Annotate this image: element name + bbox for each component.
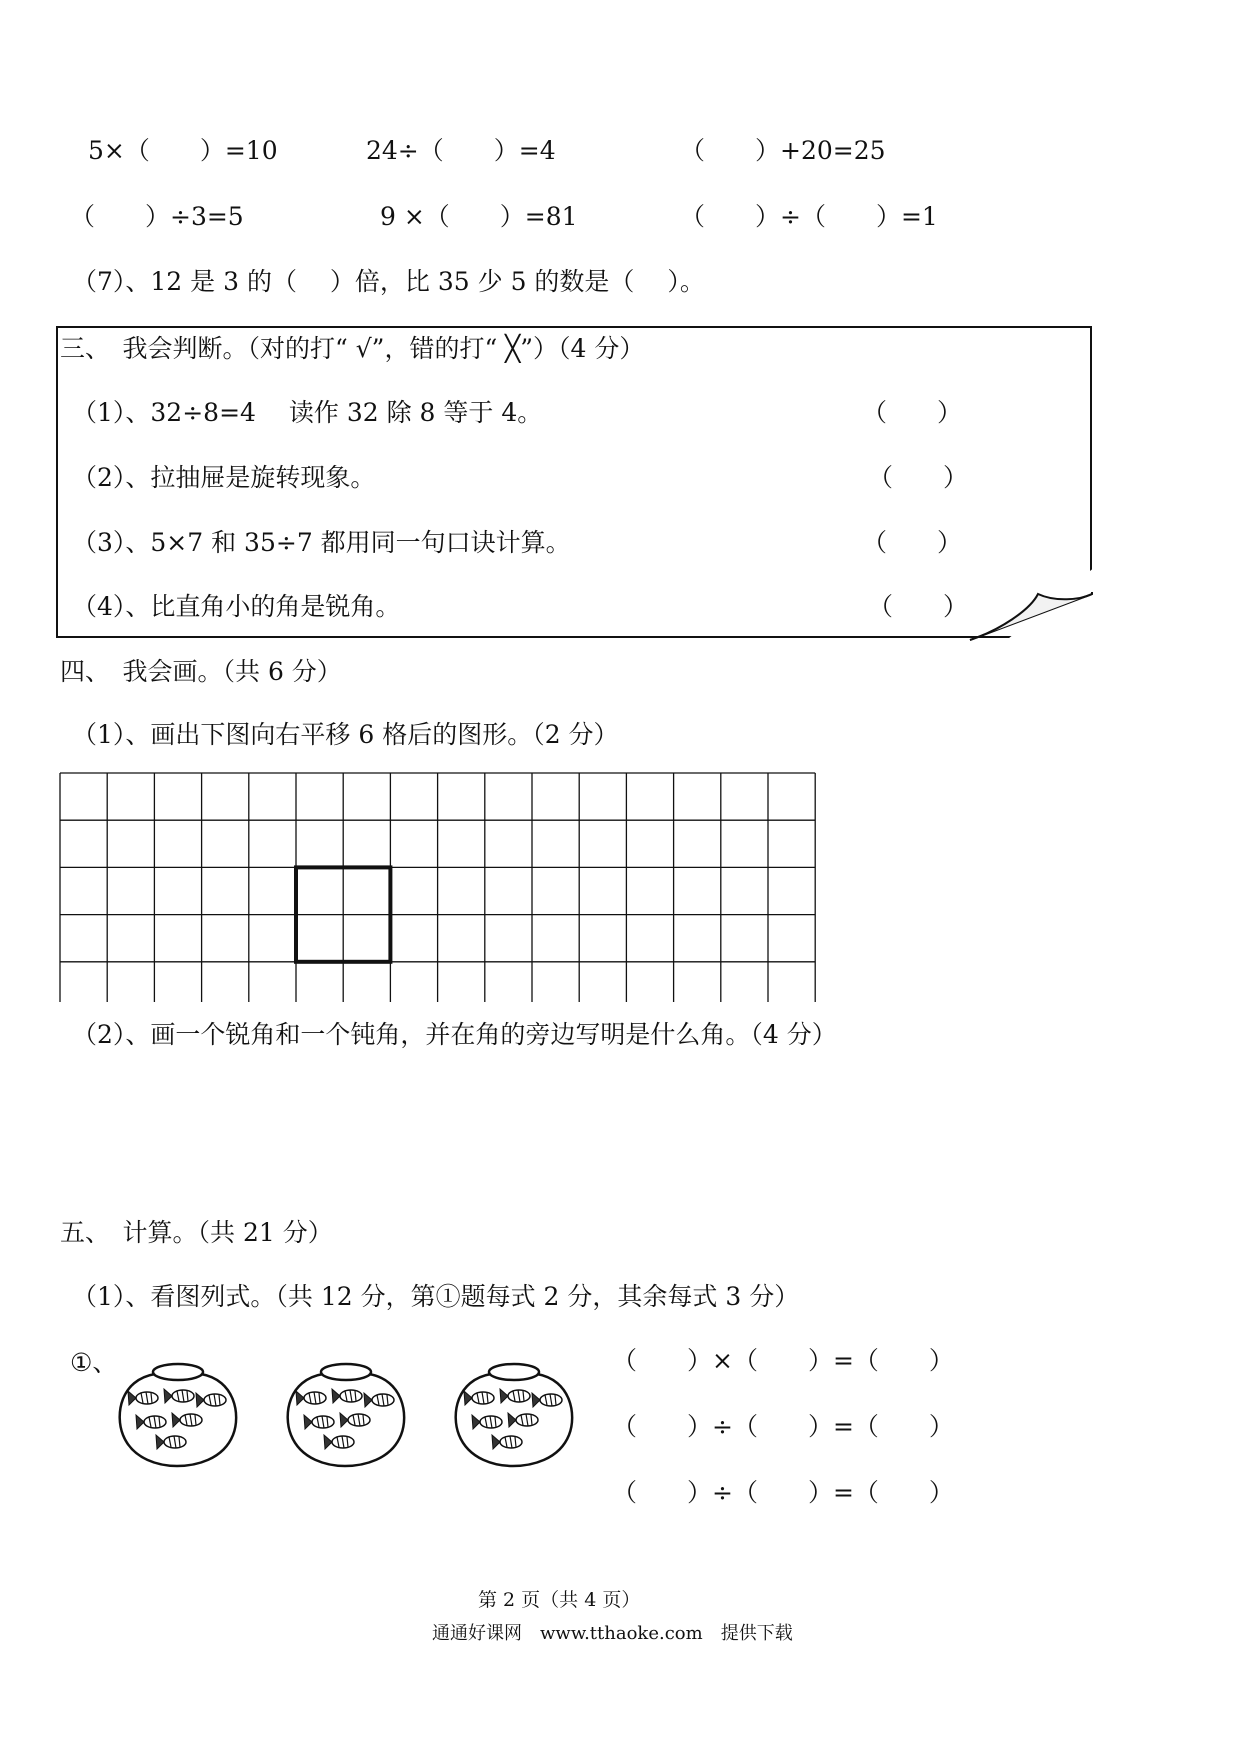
site-credit: 通通好课网 www.tthaoke.com 提供下载 xyxy=(432,1623,793,1644)
judge-blank-1: （ ） xyxy=(862,398,963,427)
section4-question-2: （2）、画一个锐角和一个钝角，并在角的旁边写明是什么角。（4 分） xyxy=(72,1020,837,1049)
judge-item-3: （3）、5×7 和 35÷7 都用同一句口诀计算。 xyxy=(72,528,571,557)
judge-item-2: （2）、拉抽屉是旋转现象。 xyxy=(72,463,376,492)
page-curl-icon xyxy=(960,590,1100,642)
equation-24div: 24÷（ ）=4 xyxy=(366,136,556,165)
equation-blank-divide-1: （ ）÷（ ）=（ ） xyxy=(612,1412,954,1441)
section3-heading: 三、 我会判断。（对的打“ √”，错的打“ ╳”）（4 分） xyxy=(60,334,645,363)
fish-bowl xyxy=(120,1364,236,1466)
equation-blank-divide-2: （ ）÷（ ）=（ ） xyxy=(612,1478,954,1507)
equation-5x: 5×（ ）=10 xyxy=(88,136,278,165)
equation-plus20: （ ）+20=25 xyxy=(680,136,886,165)
equation-div-eq1: （ ）÷（ ）=1 xyxy=(680,202,938,231)
equation-9x: 9 ×（ ）=81 xyxy=(380,202,578,231)
judge-blank-4: （ ） xyxy=(868,592,969,621)
judge-blank-2: （ ） xyxy=(868,463,969,492)
item-1-label: ①、 xyxy=(70,1348,118,1377)
equation-div3: （ ）÷3=5 xyxy=(70,202,244,231)
section5-heading: 五、 计算。（共 21 分） xyxy=(60,1218,333,1247)
fish-bowl xyxy=(288,1364,404,1466)
fish-bowls xyxy=(115,1360,575,1470)
fish-bowl xyxy=(456,1364,572,1466)
section4-heading: 四、 我会画。（共 6 分） xyxy=(60,657,342,686)
section5-question-1: （1）、看图列式。（共 12 分，第①题每式 2 分，其余每式 3 分） xyxy=(72,1282,800,1311)
judge-item-4: （4）、比直角小的角是锐角。 xyxy=(72,592,401,621)
question-7: （7）、12 是 3 的（ ）倍，比 35 少 5 的数是（ ）。 xyxy=(72,267,705,296)
translation-grid[interactable] xyxy=(59,772,817,1002)
page-number: 第 2 页（共 4 页） xyxy=(478,1589,641,1611)
equation-blank-multiply: （ ）×（ ）=（ ） xyxy=(612,1346,954,1375)
judge-item-1: （1）、32÷8=4 读作 32 除 8 等于 4。 xyxy=(72,398,543,427)
section4-question-1: （1）、画出下图向右平移 6 格后的图形。（2 分） xyxy=(72,720,619,749)
judge-blank-3: （ ） xyxy=(862,528,963,557)
